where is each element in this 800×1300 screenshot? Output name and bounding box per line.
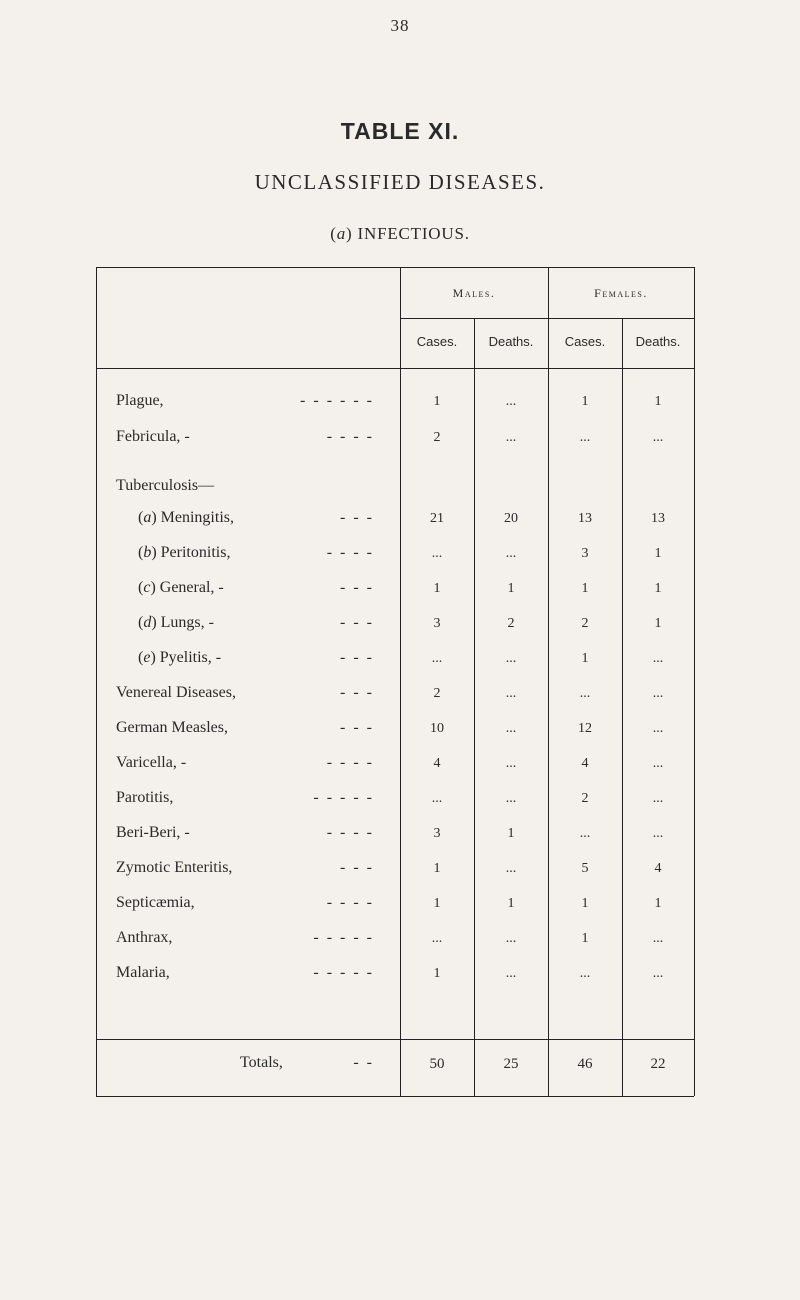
leader-dashes: - - - - -	[313, 789, 374, 806]
row-label	[116, 684, 374, 702]
cell-f-deaths: 13	[651, 511, 665, 526]
leader-dashes: - - - - - -	[300, 392, 374, 409]
cell-f-cases: ...	[579, 686, 591, 701]
leader-dashes: - - - -	[326, 824, 374, 841]
row-label	[138, 579, 374, 597]
total-f-cases: 46	[577, 1056, 593, 1072]
totals-label	[240, 1054, 374, 1072]
cell-m-cases: 1	[433, 581, 441, 596]
row-label	[116, 428, 374, 446]
table-right-rule	[694, 267, 695, 1096]
leader-dashes: - - - -	[326, 754, 374, 771]
cell-m-deaths: 1	[507, 581, 515, 596]
disease-name: (b) Peritonitis,	[138, 544, 231, 561]
cell-m-cases: ...	[431, 791, 443, 806]
cell-f-deaths: ...	[652, 686, 664, 701]
cell-m-cases: 3	[433, 616, 441, 631]
disease-name: Beri-Beri, -	[116, 824, 190, 841]
disease-name: Zymotic Enteritis,	[116, 859, 233, 876]
cell-m-deaths: ...	[505, 791, 517, 806]
cell-f-cases: 5	[581, 861, 589, 876]
cell-f-deaths: 1	[654, 394, 662, 409]
disease-name: (d) Lungs, -	[138, 614, 214, 631]
leader-dashes: - - - -	[326, 428, 374, 445]
cell-f-cases: 2	[581, 616, 589, 631]
disease-name: Parotitis,	[116, 789, 174, 806]
cell-m-deaths: ...	[505, 756, 517, 771]
cell-m-deaths: ...	[505, 430, 517, 445]
header-group-rule	[400, 318, 694, 319]
cell-m-deaths: ...	[505, 861, 517, 876]
cell-m-cases: 3	[433, 826, 441, 841]
cell-f-deaths: ...	[652, 826, 664, 841]
header-females-cases: Cases.	[564, 334, 606, 349]
cell-m-deaths: 1	[507, 896, 515, 911]
row-label	[116, 392, 374, 410]
cell-f-cases: ...	[579, 966, 591, 981]
cell-m-cases: 1	[433, 896, 441, 911]
cell-f-deaths: 1	[654, 581, 662, 596]
leader-dashes: - - -	[340, 614, 374, 631]
cell-f-deaths: 4	[654, 861, 662, 876]
leader-dashes: - - -	[340, 509, 374, 526]
leader-dashes: - - -	[340, 649, 374, 666]
row-label	[116, 894, 374, 912]
cell-f-deaths: ...	[652, 931, 664, 946]
disease-name: Plague,	[116, 392, 164, 409]
cell-f-cases: 1	[581, 581, 589, 596]
cell-f-cases: ...	[579, 826, 591, 841]
header-males-cases: Cases.	[416, 334, 458, 349]
leader-dashes: - - - - -	[313, 929, 374, 946]
leader-dashes: - - - - -	[313, 964, 374, 981]
cell-f-cases: 12	[578, 721, 592, 736]
row-label	[138, 544, 374, 562]
leader-dashes: - - - -	[326, 894, 374, 911]
row-label	[116, 754, 374, 772]
cell-m-cases: 2	[433, 430, 441, 445]
row-label	[138, 614, 374, 632]
cell-f-cases: 1	[581, 394, 589, 409]
row-label	[116, 789, 374, 807]
cell-m-deaths: 1	[507, 826, 515, 841]
total-f-deaths: 22	[650, 1056, 666, 1072]
cell-m-deaths: ...	[505, 966, 517, 981]
cell-f-deaths: ...	[652, 791, 664, 806]
leader-dashes: - - -	[340, 719, 374, 736]
disease-name: Tuberculosis—	[116, 477, 215, 494]
disease-name: Anthrax,	[116, 929, 173, 946]
cell-m-cases: 10	[430, 721, 444, 736]
table-bottom-rule	[96, 1096, 694, 1097]
totals-text: Totals,	[240, 1054, 283, 1071]
disease-name: German Measles,	[116, 719, 228, 736]
cell-f-deaths: ...	[652, 721, 664, 736]
cell-f-cases: ...	[579, 430, 591, 445]
disease-name: (e) Pyelitis, -	[138, 649, 222, 666]
cell-f-deaths: 1	[654, 896, 662, 911]
row-label	[116, 964, 374, 982]
cell-m-deaths: 2	[507, 616, 515, 631]
row-label	[116, 477, 374, 495]
disease-name: Septicæmia,	[116, 894, 195, 911]
cell-m-cases: 1	[433, 394, 441, 409]
header-females: Females.	[594, 286, 648, 300]
header-females-deaths: Deaths.	[635, 334, 681, 349]
cell-m-deaths: ...	[505, 686, 517, 701]
cell-m-cases: 2	[433, 686, 441, 701]
row-label	[138, 509, 374, 527]
table-title: TABLE XI.	[340, 118, 460, 144]
leader-dashes: - -	[353, 1054, 374, 1071]
total-m-cases: 50	[429, 1056, 445, 1072]
disease-name: Malaria,	[116, 964, 170, 981]
cell-f-cases: 4	[581, 756, 589, 771]
total-m-deaths: 25	[503, 1056, 519, 1072]
cell-m-cases: 21	[430, 511, 444, 526]
table-subtitle: UNCLASSIFIED DISEASES.	[254, 170, 546, 194]
row-label	[116, 719, 374, 737]
leader-dashes: - - - -	[326, 544, 374, 561]
cell-f-deaths: 1	[654, 616, 662, 631]
cell-f-deaths: ...	[652, 430, 664, 445]
cell-f-cases: 1	[581, 896, 589, 911]
cell-m-deaths: ...	[505, 546, 517, 561]
row-label	[116, 859, 374, 877]
cell-m-cases: 1	[433, 861, 441, 876]
cell-m-cases: ...	[431, 546, 443, 561]
page-number: 38	[390, 16, 410, 35]
cell-f-deaths: ...	[652, 651, 664, 666]
cell-f-deaths: ...	[652, 966, 664, 981]
disease-name: Febricula, -	[116, 428, 190, 445]
leader-dashes: - - -	[340, 684, 374, 701]
row-label	[138, 649, 374, 667]
cell-m-deaths: ...	[505, 651, 517, 666]
table-top-rule	[96, 267, 694, 268]
cell-f-deaths: ...	[652, 756, 664, 771]
section-label: INFECTIOUS.	[357, 224, 470, 243]
cell-m-cases: ...	[431, 931, 443, 946]
header-males-deaths: Deaths.	[488, 334, 534, 349]
cell-f-cases: 13	[578, 511, 592, 526]
row-label	[116, 824, 374, 842]
cell-m-deaths: ...	[505, 721, 517, 736]
cell-f-deaths: 1	[654, 546, 662, 561]
cell-f-cases: 3	[581, 546, 589, 561]
cell-m-deaths: ...	[505, 931, 517, 946]
cell-f-cases: 1	[581, 651, 589, 666]
cell-m-deaths: ...	[505, 394, 517, 409]
cell-m-cases: ...	[431, 651, 443, 666]
header-males: Males.	[452, 286, 496, 300]
leader-dashes: - - -	[340, 579, 374, 596]
cell-f-cases: 2	[581, 791, 589, 806]
totals-top-rule	[96, 1039, 694, 1040]
disease-name: (c) General, -	[138, 579, 224, 596]
cell-m-cases: 4	[433, 756, 441, 771]
row-label	[116, 929, 374, 947]
section-prefix: a	[336, 224, 347, 243]
leader-dashes: - - -	[340, 859, 374, 876]
cell-m-cases: 1	[433, 966, 441, 981]
disease-name: Varicella, -	[116, 754, 187, 771]
cell-f-cases: 1	[581, 931, 589, 946]
disease-name: Venereal Diseases,	[116, 684, 236, 701]
disease-name: (a) Meningitis,	[138, 509, 234, 526]
header-bottom-rule	[96, 368, 694, 369]
cell-m-deaths: 20	[504, 511, 518, 526]
section-heading: (a) INFECTIOUS.	[330, 224, 470, 243]
table-left-rule	[96, 267, 97, 1096]
